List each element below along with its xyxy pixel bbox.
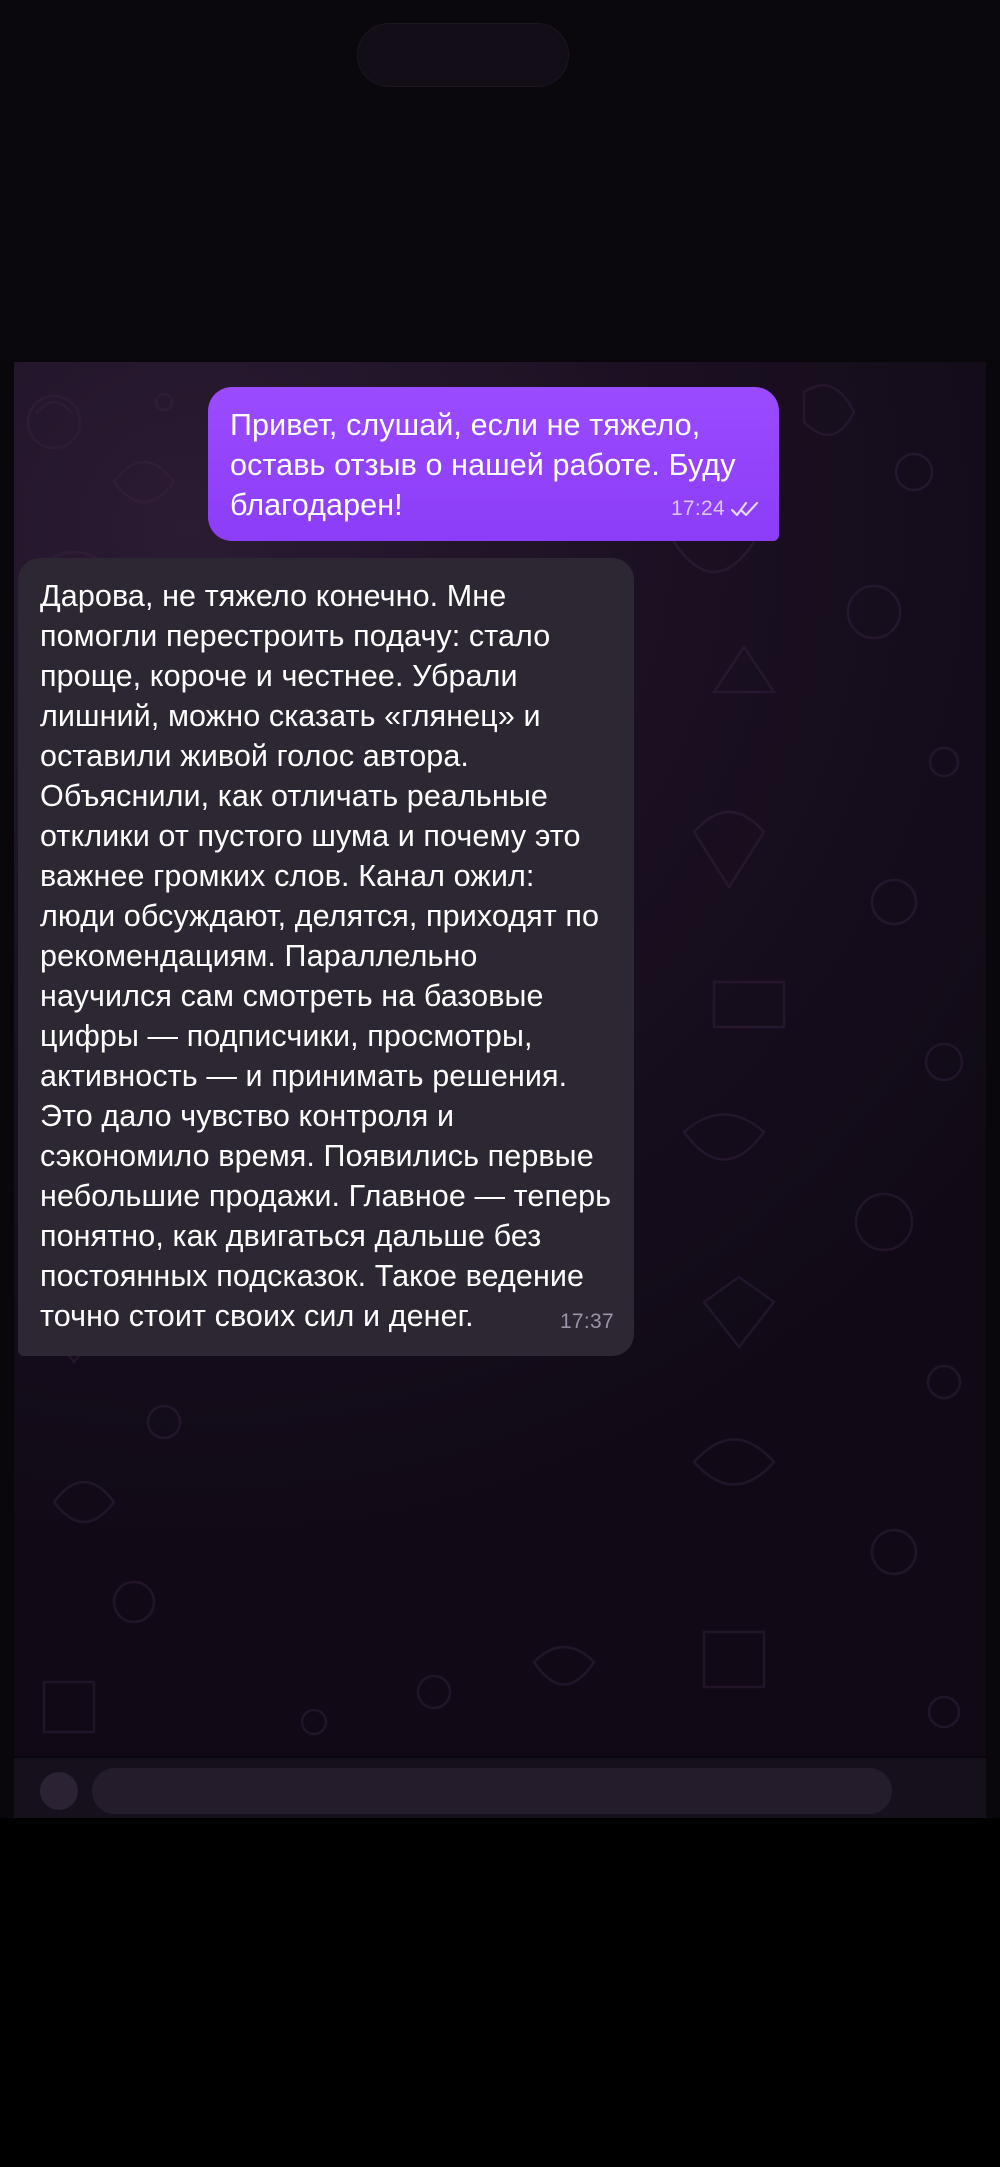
message-bubble-incoming[interactable] (18, 558, 634, 1356)
dynamic-island (357, 23, 569, 87)
attach-icon[interactable] (40, 1772, 78, 1810)
status-bar-area (0, 0, 1000, 360)
chat-message-list[interactable] (14, 362, 986, 1756)
message-input[interactable] (92, 1768, 892, 1814)
message-bubble-outgoing[interactable] (208, 387, 779, 541)
double-check-icon (731, 500, 759, 518)
message-timestamp: 17:24 (670, 497, 725, 520)
bottom-letterbox (0, 1818, 1000, 2167)
message-timestamp: 17:37 (559, 1310, 614, 1333)
message-text: Привет, слушай, если не тяжело, оставь отзыв о нашей работе. Буду благодарен! (230, 408, 736, 522)
message-meta-outgoing (671, 489, 759, 529)
message-text: Дарова, не тяжело конечно. Мне помогли перестроить подачу: стало проще, короче и честнее. Убрали лишний, можно сказать «глянец» и оставили живой голос автора. Объяснили, как отличать реальные отклики от пустого шума и почему это важнее громких слов. Канал ожил: люди обсуждают, делятся, приходят по рекомендациям. Параллельно научился сам смотреть на базовые цифры — подписчики, просмотры, активность — и принимать решения. Это дало чувство контроля и сэкономило время. Появились первые небольшие продажи. Главное — теперь понятно, как двигаться дальше без постоянных подсказок. Такое ведение точно стоит своих сил и денег. (40, 579, 612, 1333)
